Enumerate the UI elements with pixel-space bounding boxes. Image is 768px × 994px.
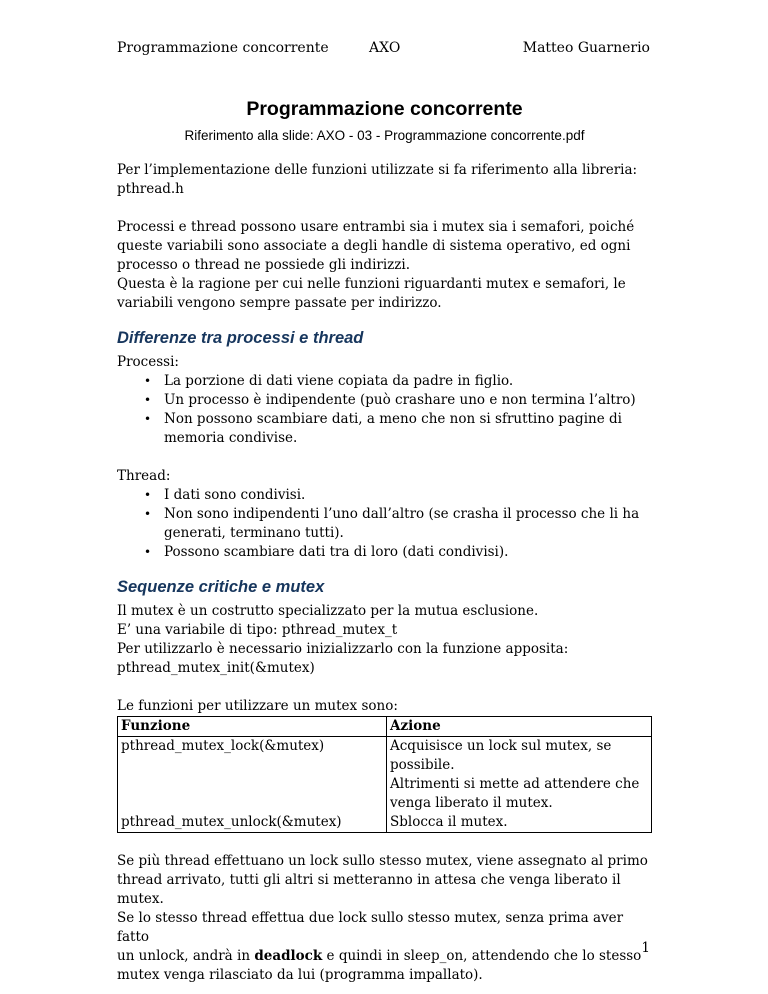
list-item: • Possono scambiare dati tra di loro (dati condivisi). xyxy=(144,544,509,560)
bullet-icon: • xyxy=(144,545,152,559)
paragraph-line: Se più thread effettuano un lock sullo stesso mutex, viene assegnato al primo xyxy=(117,853,648,869)
section-heading-differenze: Differenze tra processi e thread xyxy=(117,329,364,347)
document-title: Programmazione concorrente xyxy=(246,98,523,120)
mutex-line: pthread_mutex_init(&mutex) xyxy=(117,660,315,676)
intro-line: variabili vengono sempre passate per indirizzo. xyxy=(117,295,442,311)
table-cell: pthread_mutex_unlock(&mutex) xyxy=(118,813,387,833)
intro-line: Questa è la ragione per cui nelle funzioni riguardanti mutex e semafori, le xyxy=(117,276,626,292)
bullet-icon: • xyxy=(144,507,152,521)
list-item: • Non sono indipendenti l’uno dall’altro (se crasha il processo che li ha xyxy=(144,506,640,522)
table-header-cell: Funzione xyxy=(121,718,191,734)
intro-line: queste variabili sono associate a degli handle di sistema operativo, ed ogni xyxy=(117,238,631,254)
table-row xyxy=(118,813,652,833)
table-cell: Sblocca il mutex. xyxy=(387,813,652,833)
list-item: • Non possono scambiare dati, a meno che non si sfruttino pagine di xyxy=(144,411,622,427)
header-left-text: Programmazione concorrente xyxy=(117,40,329,56)
list-item: • Un processo è indipendente (può crashare uno e non termina l’altro) xyxy=(144,392,636,408)
mutex-line: Il mutex è un costrutto specializzato per la mutua esclusione. xyxy=(117,603,539,619)
table-row xyxy=(118,737,652,814)
list-item: • I dati sono condivisi. xyxy=(144,487,306,503)
mutex-line: Per utilizzarlo è necessario inizializzarlo con la funzione apposita: xyxy=(117,641,569,657)
thread-label: Thread: xyxy=(117,468,171,484)
paragraph-line: mutex venga rilasciato da lui (programma impallato). xyxy=(117,967,483,983)
intro-line: Processi e thread possono usare entrambi sia i mutex sia i semafori, poiché xyxy=(117,219,635,235)
functions-table xyxy=(117,716,652,833)
table-cell: Acquisisce un lock sul mutex, se possibile. Altrimenti si mette ad attendere che venga liberato il mutex. xyxy=(387,737,652,814)
bullet-icon: • xyxy=(144,374,152,388)
processi-list xyxy=(117,372,652,448)
bullet-icon: • xyxy=(144,488,152,502)
bullet-icon: • xyxy=(144,393,152,407)
table-cell: pthread_mutex_lock(&mutex) xyxy=(118,737,387,814)
page-number: 1 xyxy=(641,940,650,956)
paragraph-line: thread arrivato, tutti gli altri si metteranno in attesa che venga liberato il mutex. xyxy=(117,872,621,907)
table-header-cell: Azione xyxy=(390,718,441,734)
document-body xyxy=(117,96,652,985)
section-heading-mutex: Sequenze critiche e mutex xyxy=(117,578,325,596)
thread-list xyxy=(117,486,652,562)
page-header xyxy=(0,40,768,64)
intro-line: pthread.h xyxy=(117,181,184,197)
table-intro: Le funzioni per utilizzare un mutex sono: xyxy=(117,698,398,714)
document-subtitle: Riferimento alla slide: AXO - 03 - Programmazione concorrente.pdf xyxy=(184,128,585,143)
list-item-continuation: generati, terminano tutti). xyxy=(164,525,344,541)
deadlock-term: deadlock xyxy=(254,948,323,964)
table-header-row xyxy=(118,717,652,737)
list-item-continuation: memoria condivise. xyxy=(164,430,298,446)
header-center-text: AXO xyxy=(369,40,401,56)
intro-line: processo o thread ne possiede gli indirizzi. xyxy=(117,257,410,273)
header-right-text: Matteo Guarnerio xyxy=(522,40,650,56)
processi-label: Processi: xyxy=(117,354,179,370)
list-item: • La porzione di dati viene copiata da padre in figlio. xyxy=(144,373,514,389)
paragraph-line: un unlock, andrà in deadlock e quindi in sleep_on, attendendo che lo stesso xyxy=(117,948,642,964)
paragraph-line: Se lo stesso thread effettua due lock sullo stesso mutex, senza prima aver fatto xyxy=(117,910,624,945)
mutex-line: E’ una variabile di tipo: pthread_mutex_t xyxy=(117,622,398,638)
intro-line: Per l’implementazione delle funzioni utilizzate si fa riferimento alla libreria: xyxy=(117,162,638,178)
bullet-icon: • xyxy=(144,412,152,426)
